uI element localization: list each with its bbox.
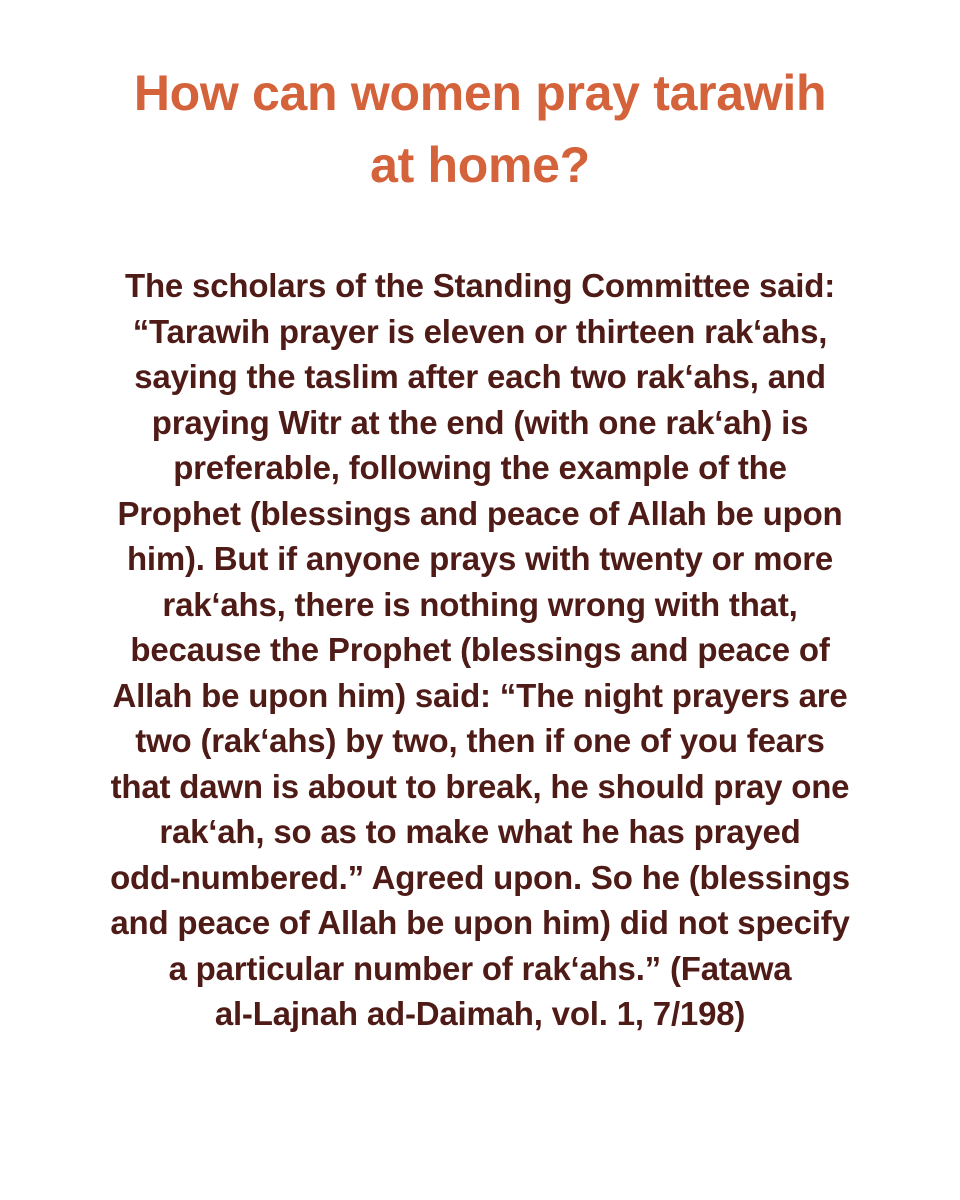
body-line: odd-numbered.” Agreed upon. So he (blessings: [110, 858, 850, 896]
citation-line: al-Lajnah ad-Daimah, vol. 1, 7/198): [214, 995, 746, 1032]
body-line: him). But if anyone prays with twenty or more: [126, 540, 834, 577]
title-line-1: How can women pray tarawih: [133, 65, 827, 121]
body-line: praying Witr at the end (with one rak‘ah) is: [151, 403, 809, 441]
body-line: Prophet (blessings and peace of Allah be upon: [117, 494, 843, 532]
body-line: and peace of Allah be upon him) did not specify: [110, 904, 850, 941]
page-title: [40, 57, 920, 201]
body-line: rak‘ahs, there is nothing wrong with that,: [162, 585, 798, 623]
body-line: because the Prophet (blessings and peace of: [130, 631, 830, 668]
body-line: The scholars of the Standing Committee said:: [125, 267, 835, 304]
body-line: saying the taslim after each two rak‘ahs, and: [134, 358, 826, 395]
body-line: Allah be upon him) said: “The night prayers are: [112, 676, 848, 714]
body-line: rak‘ah, so as to make what he has prayed: [159, 813, 801, 850]
body-line: a particular number of rak‘ahs.” (Fatawa: [168, 949, 792, 987]
body-line: preferable, following the example of the: [173, 449, 787, 486]
body-line: “Tarawih prayer is eleven or thirteen rak‘ahs,: [132, 312, 828, 350]
title-line-2: at home?: [370, 137, 590, 193]
quote-body: [40, 263, 920, 1037]
body-line: two (rak‘ahs) by two, then if one of you fears: [135, 722, 825, 759]
body-line: that dawn is about to break, he should pray one: [110, 767, 850, 805]
